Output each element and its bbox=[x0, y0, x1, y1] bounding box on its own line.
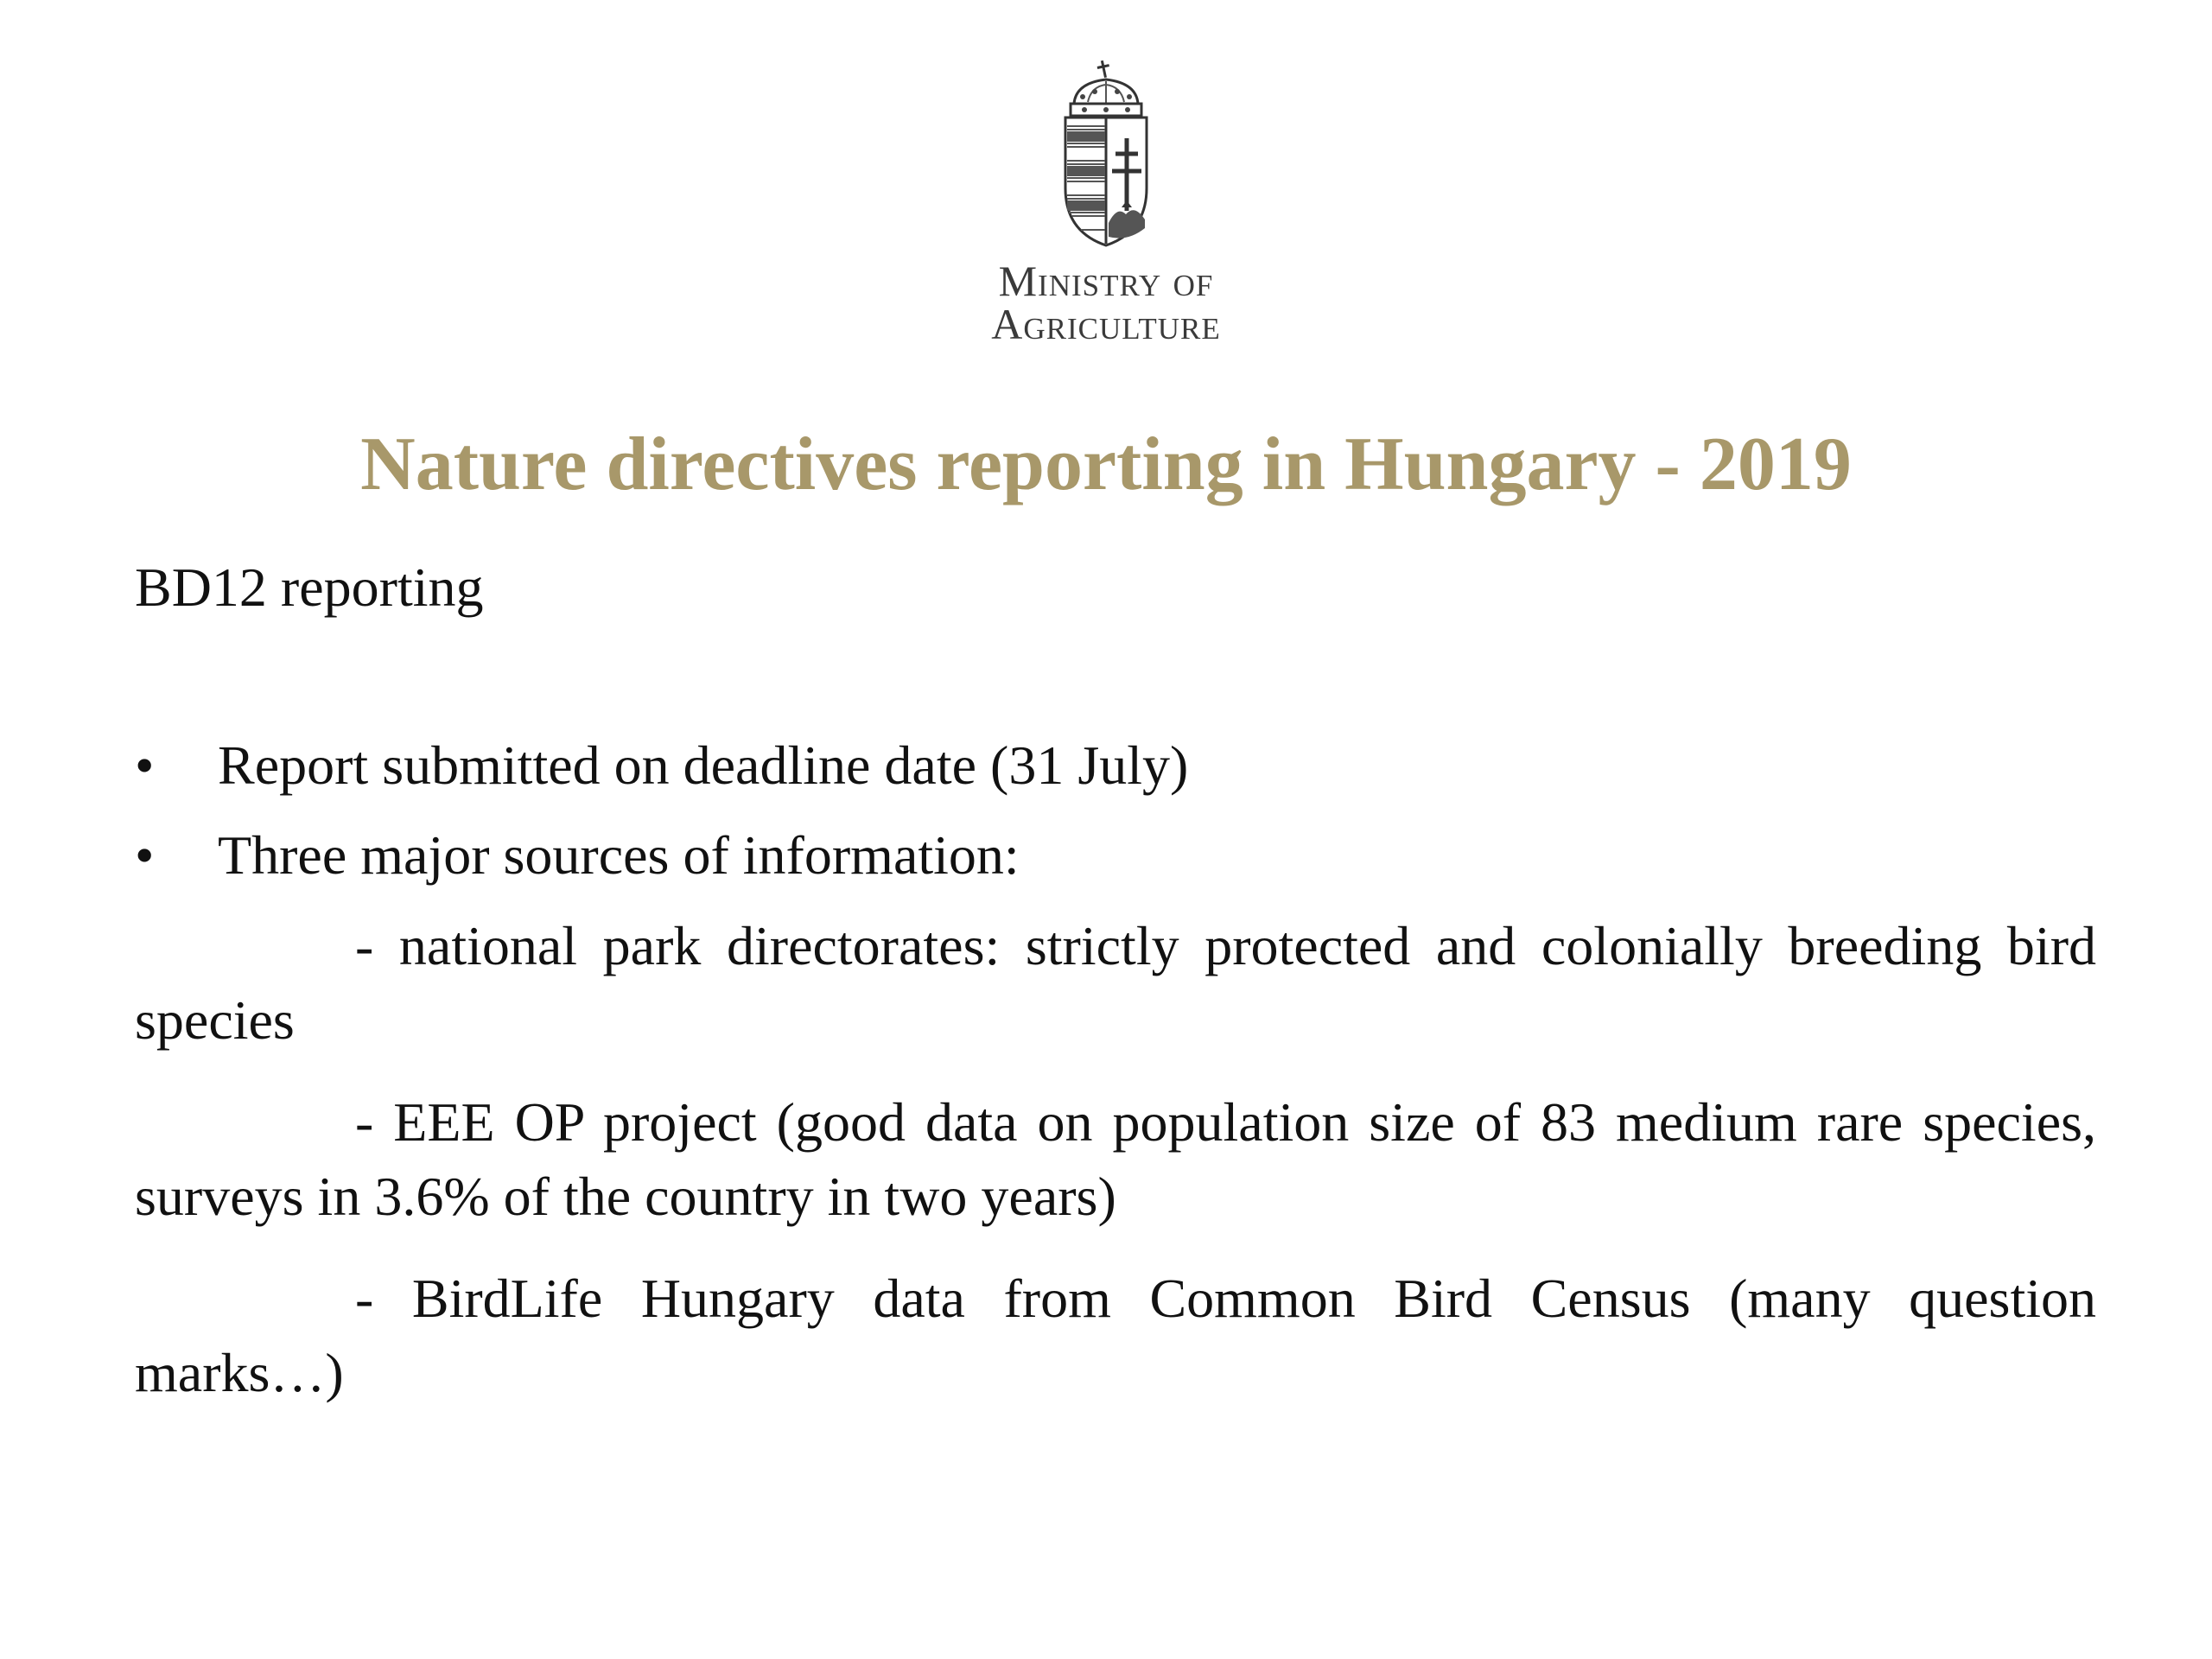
source-item-birdlife: - BirdLife Hungary data from Common Bird Census (many question marks…) bbox=[135, 1268, 2096, 1403]
bullet-text: Three major sources of information: bbox=[218, 824, 1020, 886]
bullet-marker: • bbox=[135, 734, 155, 796]
information-sources bbox=[135, 909, 2096, 1438]
ministry-name-line2: Agriculture bbox=[991, 300, 1221, 348]
bullet-marker: • bbox=[135, 824, 155, 886]
source-item-eee-op: - EEE OP project (good data on population size of 83 medium rare species, surveys in 3.6% of the country in two years) bbox=[135, 1091, 2096, 1227]
source-item-national-parks: - national park directorates: strictly protected and colonially breeding bird species bbox=[135, 915, 2096, 1051]
bullet-item bbox=[135, 731, 2096, 800]
bullet-text: Report submitted on deadline date (31 July) bbox=[218, 734, 1189, 796]
bullet-item bbox=[135, 821, 2096, 890]
slide-subtitle: BD12 reporting bbox=[135, 556, 484, 618]
bullet-list bbox=[135, 731, 2096, 911]
slide-title: Nature directives reporting in Hungary - 2019 bbox=[360, 423, 1852, 506]
hungarian-coat-of-arms-icon bbox=[1058, 59, 1154, 251]
ministry-name bbox=[907, 259, 1305, 346]
ministry-logo bbox=[907, 59, 1305, 346]
ministry-name-line1: Ministry of bbox=[998, 257, 1214, 305]
